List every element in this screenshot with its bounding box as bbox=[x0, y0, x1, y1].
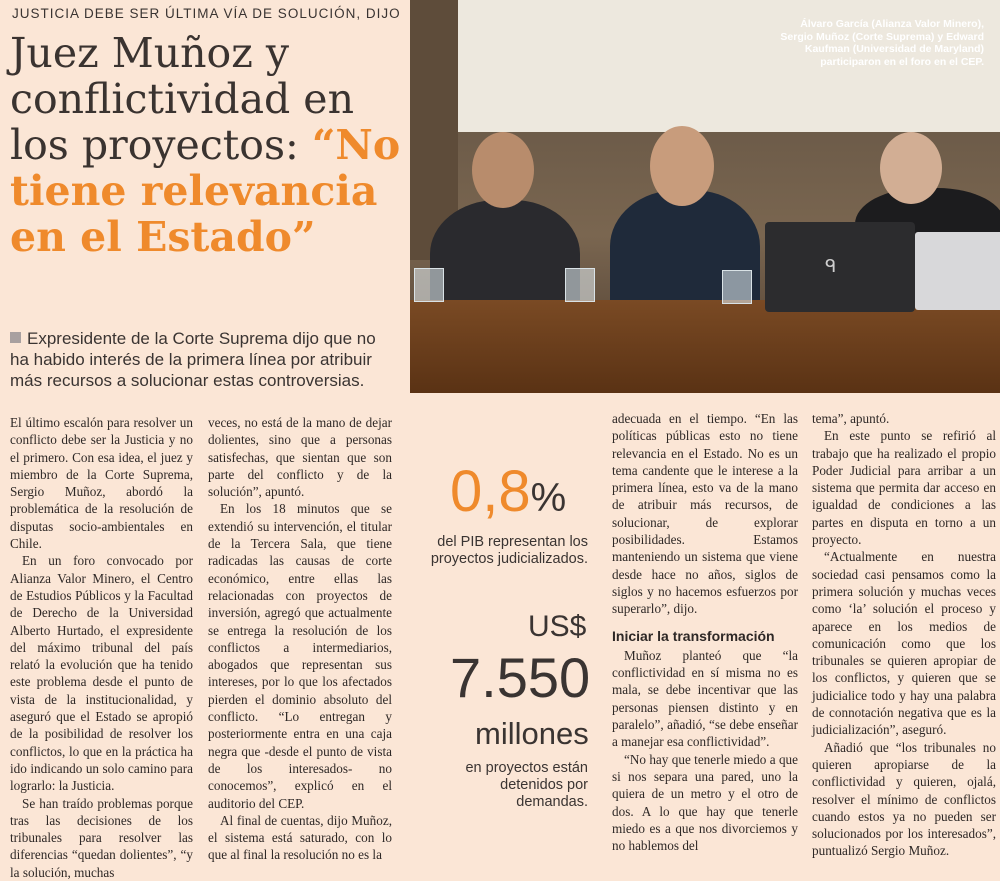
column-3 bbox=[612, 410, 798, 854]
lead-text: Expresidente de la Corte Suprema dijo que no ha habido interés de la primera línea por atribuir más recursos a solucionar estas controversias. bbox=[10, 329, 376, 390]
paragraph: Muñoz planteó que “la conflictividad en sí misma no es mala, se debe incentivar que las personas piensen distinto y en paralelo”, añadió, “se debe enseñar a manejar esa conflictividad”. bbox=[612, 647, 798, 750]
subheading: Iniciar la transformación bbox=[612, 627, 775, 644]
kicker: JUSTICIA DEBE SER ÚLTIMA VÍA DE SOLUCIÓN, DIJO bbox=[12, 6, 401, 21]
stat-pib bbox=[450, 459, 567, 528]
stat-amount-unit: millones bbox=[475, 716, 589, 751]
laptop-logo-icon: ᑫ bbox=[825, 256, 837, 277]
paragraph: En un foro convocado por Alianza Valor Minero, el Centro de Estudios Públicos y la Facultad de Derecho de la Universidad Alberto Hurtado, el expresidente del máximo tribunal del país relató la evolución que ha tenido este problema desde el punto de vista de la institucionalidad, y aseguró que el Estado se apropió de la posibilidad de resolver los conflictos, lo que en la práctica ha ido indicando un solo camino para lograrlo: la Justicia. bbox=[10, 553, 193, 794]
stat-currency: US$ bbox=[528, 610, 587, 643]
paragraph: tema”, apuntó. bbox=[812, 411, 890, 426]
column-1 bbox=[10, 414, 193, 881]
lead-paragraph bbox=[10, 328, 395, 391]
headline-main: Juez Muñoz y conflictividad en los proyectos: bbox=[10, 29, 354, 169]
paragraph: El último escalón para resolver un conflicto debe ser la Justicia y no el primero. Con esa idea, el juez y miembro de la Corte Suprema, Sergio Muñoz, abordó la problemática de la resolución de disputas socio-ambientales en Chile. bbox=[10, 415, 193, 552]
stat-pib-text: del PIB representan los proyectos judicializados. bbox=[430, 534, 588, 567]
paragraph: En los 18 minutos que se extendió su intervención, el titular de la Tercera Sala, que tiene radicadas las causas de corte económico, entre ellas las relacionadas con proyectos de inversión, agregó que actualmente se entrega la resolución de los conflictos a intermediarios, abogados que representan sus intereses, por lo que los afectados pierden el dominio absoluto del conflicto. “Lo entregan y posteriormente entra en una caja negra que -desde el punto de vista de los interesados- no conocemos”, explicó en el auditorio del CEP. bbox=[208, 501, 392, 811]
paragraph: “No hay que tenerle miedo a que si nos separa una pared, uno la quiera de un metro y el otro de dos. A lo que hay que tenerle miedo es a que nos divorciemos y no hablemos del bbox=[612, 751, 798, 854]
paragraph: Añadió que “los tribunales no quieren apropiarse de la conflictividad y quieren, ojalá, resolver el mínimo de conflictos cuando estos ya no pueden ser solucionados por los interesados”, puntualizó Sergio Muñoz. bbox=[812, 739, 996, 859]
laptop-apple bbox=[915, 232, 1000, 310]
column-4 bbox=[812, 410, 996, 860]
paragraph: Se han traído problemas porque tras las decisiones de los tribunales para resolver las diferencias “quedan dolientes”, “y la solución, muchas bbox=[10, 795, 193, 880]
column-2 bbox=[208, 414, 392, 864]
paragraph: adecuada en el tiempo. “En las políticas públicas esto no tiene relevancia en el Estado. No es un tema candente que le interese a la primera línea, esto va de la mano de atribuir más recursos, de solucionar, de explorar posibilidades. Estamos manteniendo un sistema que viene desde hace no años, siglos de siglos y no hacemos esfuerzos por superarlo”, dijo. bbox=[612, 411, 798, 617]
headline-quote: “No tiene relevancia en el Estado” bbox=[10, 121, 401, 261]
stat-pib-unit: % bbox=[530, 476, 567, 520]
laptop bbox=[765, 222, 915, 312]
paragraph: Al final de cuentas, dijo Muñoz, el sistema está saturado, con lo que al final la resolución no es la bbox=[208, 812, 392, 863]
paragraph: En este punto se refirió al trabajo que ha realizado el propio Poder Judicial para arribar a un sistema que permita dar acceso en igualdad de condiciones a las partes en disputa en torno a un proyecto. bbox=[812, 428, 996, 548]
paragraph: “Actualmente en nuestra sociedad casi pensamos como la primera solución y muchas veces como ‘la’ solución el proceso y aparece en los medios de comunicación como que los tribunales se quieren apropiar de los conflictos, y quieren que se judicialice todo y hay una palabra de connotación negativa que es la judicialización”, aseguró. bbox=[812, 549, 996, 738]
paragraph: veces, no está de la mano de dejar dolientes, sino que a personas satisfechas, que sientan que son parte del conflicto y de la solución”, apuntó. bbox=[208, 415, 392, 500]
bullet-square-icon bbox=[10, 332, 21, 343]
stat-amount-text: en proyectos están detenidos por demandas. bbox=[465, 760, 588, 810]
stat-pib-value: 0,8 bbox=[450, 459, 531, 524]
photo-caption: Álvaro García (Alianza Valor Minero), Sergio Muñoz (Corte Suprema) y Edward Kaufman (Universidad de Maryland) participaron en el foro en el CEP. bbox=[780, 18, 984, 68]
headline bbox=[10, 30, 405, 260]
stat-amount: 7.550 bbox=[450, 646, 591, 709]
